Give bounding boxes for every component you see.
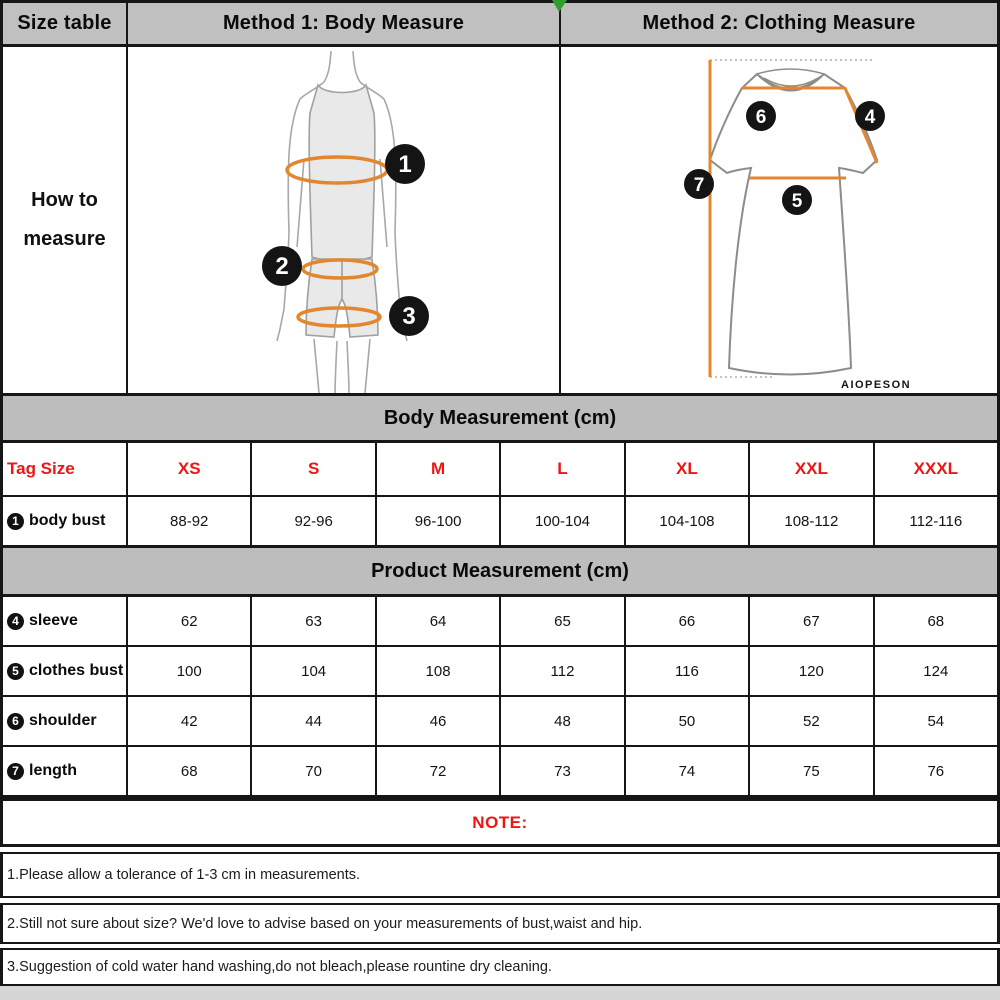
clothes-bust-value-l: 112 <box>501 647 623 695</box>
note-item-3-box <box>0 948 1000 986</box>
size-header-xs: XS <box>128 443 250 495</box>
clothes-bust-value-xs: 100 <box>128 647 250 695</box>
clothing-measure-illustration-cell <box>561 47 997 393</box>
top-header-row <box>0 0 1000 47</box>
note-item-2: 2.Still not sure about size? We'd love to advise based on your measurements of bust,waist and hip. <box>3 905 997 942</box>
illustration-row <box>0 47 1000 396</box>
sleeve-value-s: 63 <box>252 597 374 645</box>
marker-6-number: 6 <box>755 107 767 128</box>
shoulder-value-l: 48 <box>501 697 623 745</box>
marker-3-number: 3 <box>402 303 416 330</box>
clothes-bust-value-s: 104 <box>252 647 374 695</box>
length-value-s: 70 <box>252 747 374 795</box>
clothes-bust-row-label <box>3 647 126 695</box>
shoulder-value-s: 44 <box>252 697 374 745</box>
sleeve-value-xxl: 67 <box>750 597 872 645</box>
header-method1-body-measure: Method 1: Body Measure <box>128 3 559 44</box>
length-value-xxl: 75 <box>750 747 872 795</box>
body-measure-illustration-cell <box>128 47 559 393</box>
marker-1-number: 1 <box>398 151 412 178</box>
note-item-3: 3.Suggestion of cold water hand washing,do not bleach,please rountine dry cleaning. <box>3 950 997 984</box>
body-measurement-band <box>0 396 1000 443</box>
marker-2-number: 2 <box>275 253 289 280</box>
green-corner-mark <box>551 0 569 13</box>
sleeve-value-xs: 62 <box>128 597 250 645</box>
shoulder-value-xl: 50 <box>626 697 748 745</box>
marker-4-badge <box>855 101 885 131</box>
body-bust-value-xxxl: 112-116 <box>875 497 997 545</box>
how-to-measure-line2: measure <box>23 228 106 250</box>
marker-6-disc: 6 <box>7 713 24 730</box>
clothes-bust-value-xxxl: 124 <box>875 647 997 695</box>
clothes-bust-value-xl: 116 <box>626 647 748 695</box>
clothes-bust-label-text: clothes bust <box>29 662 124 679</box>
product-measurement-band <box>0 548 1000 597</box>
tank-top-and-shorts <box>306 85 378 337</box>
shoulder-value-xs: 42 <box>128 697 250 745</box>
body-bust-value-s: 92-96 <box>252 497 374 545</box>
marker-2-badge <box>262 246 302 286</box>
clothes-bust-value-m: 108 <box>377 647 499 695</box>
shoulder-label-text: shoulder <box>29 712 97 729</box>
size-header-xl: XL <box>626 443 748 495</box>
length-row-label <box>3 747 126 795</box>
shoulder-value-xxxl: 54 <box>875 697 997 745</box>
tshirt-outline <box>710 74 877 375</box>
length-value-m: 72 <box>377 747 499 795</box>
size-header-l: L <box>501 443 623 495</box>
sleeve-row-label <box>3 597 126 645</box>
product-measurement-title: Product Measurement (cm) <box>3 548 997 594</box>
sleeve-label-text: sleeve <box>29 612 78 629</box>
marker-3-badge <box>389 296 429 336</box>
marker-7-number: 7 <box>693 175 705 196</box>
body-bust-value-xxl: 108-112 <box>750 497 872 545</box>
size-header-xxxl: XXXL <box>875 443 997 495</box>
note-item-1: 1.Please allow a tolerance of 1-3 cm in measurements. <box>3 854 997 896</box>
marker-1-badge <box>385 144 425 184</box>
note-title: NOTE: <box>472 812 528 832</box>
shoulder-value-m: 46 <box>377 697 499 745</box>
header-method2-clothing-measure: Method 2: Clothing Measure <box>561 3 997 44</box>
body-measurement-title: Body Measurement (cm) <box>3 396 997 440</box>
size-header-xxl: XXL <box>750 443 872 495</box>
clothes-bust-value-xxl: 120 <box>750 647 872 695</box>
brand-text: AIOPESON <box>841 379 912 391</box>
tag-size-label: Tag Size <box>3 443 126 495</box>
how-to-measure-line1: How to <box>31 189 98 211</box>
body-bust-label-text: body bust <box>29 512 106 529</box>
body-bust-row-label <box>3 497 126 545</box>
marker-6-badge <box>746 101 776 131</box>
size-header-s: S <box>252 443 374 495</box>
marker-7-badge <box>684 169 714 199</box>
marker-1-disc: 1 <box>7 513 24 530</box>
length-value-l: 73 <box>501 747 623 795</box>
length-value-xs: 68 <box>128 747 250 795</box>
shoulder-row-label <box>3 697 126 745</box>
size-header-m: M <box>377 443 499 495</box>
shoulder-value-xxl: 52 <box>750 697 872 745</box>
sleeve-value-l: 65 <box>501 597 623 645</box>
header-size-table: Size table <box>3 3 126 44</box>
length-value-xxxl: 76 <box>875 747 997 795</box>
body-measurement-table <box>0 443 1000 548</box>
tshirt-illustration <box>561 47 997 393</box>
body-bust-value-xl: 104-108 <box>626 497 748 545</box>
length-label-text: length <box>29 762 77 779</box>
marker-4-number: 4 <box>864 107 876 128</box>
bottom-gray-strip <box>0 986 1000 1000</box>
note-item-2-box <box>0 903 1000 944</box>
body-bust-value-m: 96-100 <box>377 497 499 545</box>
sleeve-value-xxxl: 68 <box>875 597 997 645</box>
how-to-measure-cell <box>3 47 126 393</box>
body-figure-illustration <box>128 47 559 393</box>
marker-4-disc: 4 <box>7 613 24 630</box>
sleeve-value-xl: 66 <box>626 597 748 645</box>
body-bust-value-l: 100-104 <box>501 497 623 545</box>
marker-5-badge <box>782 185 812 215</box>
note-band <box>0 798 1000 847</box>
marker-7-disc: 7 <box>7 763 24 780</box>
marker-5-disc: 5 <box>7 663 24 680</box>
sleeve-value-m: 64 <box>377 597 499 645</box>
body-bust-value-xs: 88-92 <box>128 497 250 545</box>
marker-5-number: 5 <box>791 191 803 212</box>
length-value-xl: 74 <box>626 747 748 795</box>
product-measurement-table <box>0 597 1000 798</box>
note-item-1-box <box>0 852 1000 898</box>
